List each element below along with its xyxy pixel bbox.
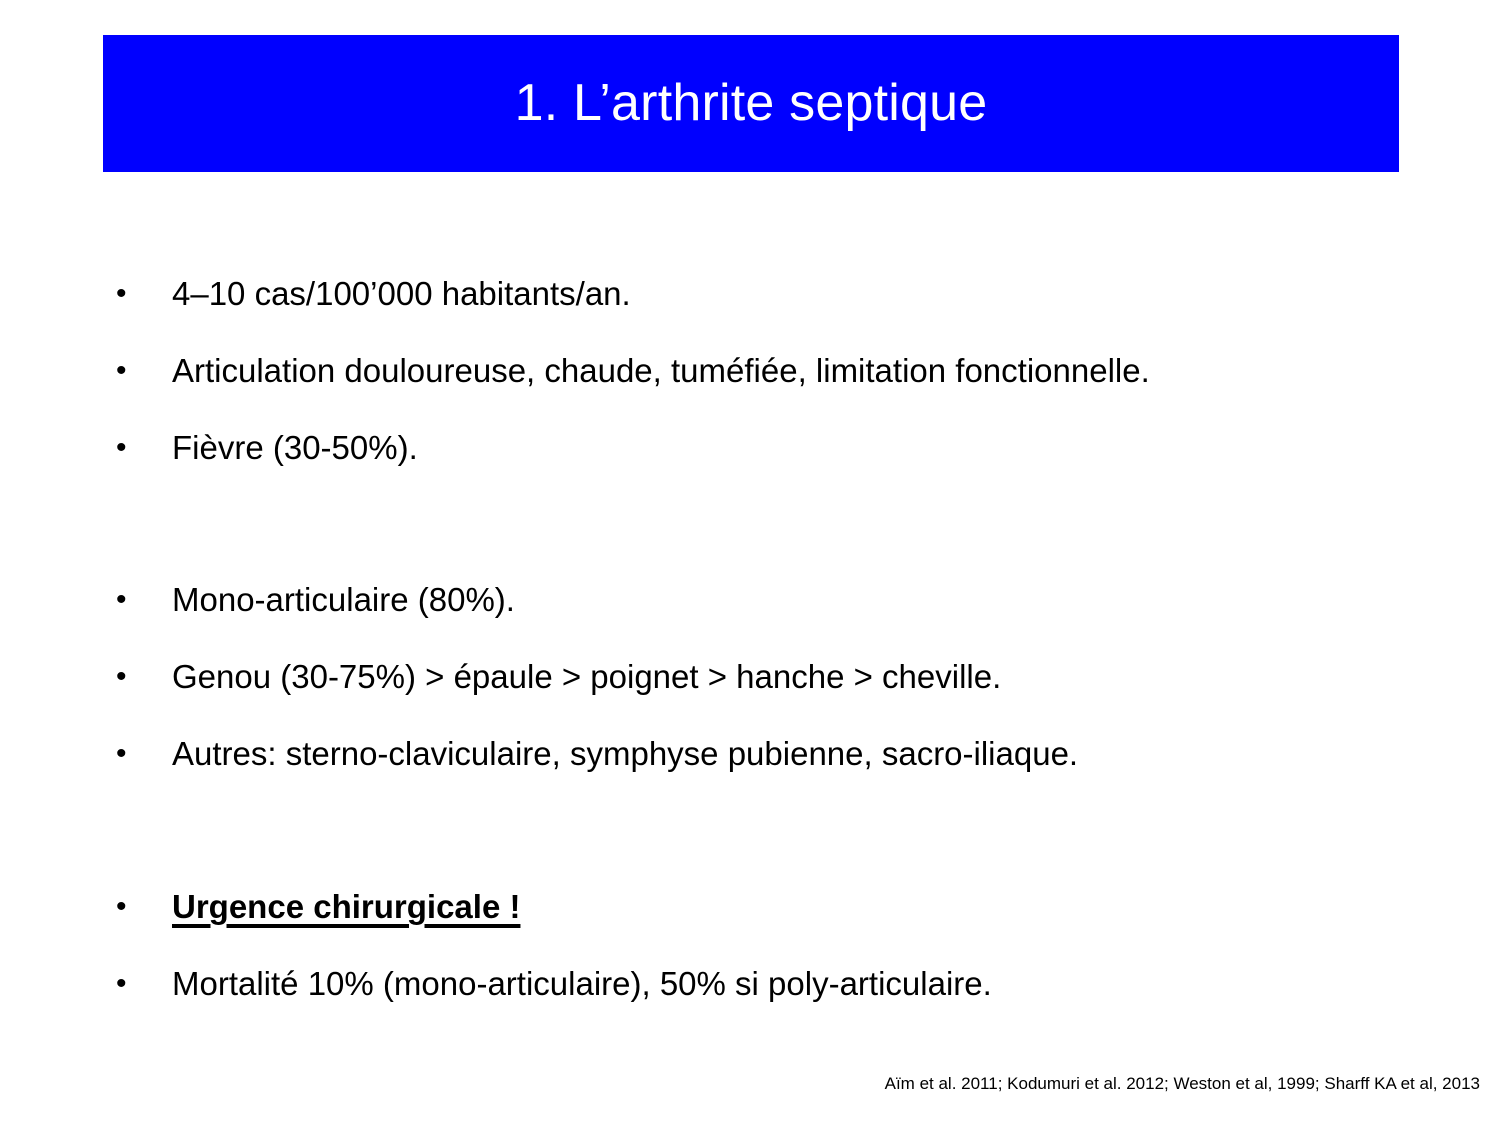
bullet-point-icon: • xyxy=(116,660,127,693)
bullet-point-icon: • xyxy=(116,967,127,1000)
list-item-label-emphasis: Urgence chirurgicale ! xyxy=(172,888,521,925)
bullet-group-urgency-mortality xyxy=(110,885,1430,1039)
bullet-group-epidemiology-clinical xyxy=(110,272,1430,503)
list-item xyxy=(110,349,1430,426)
list-item xyxy=(110,655,1430,732)
list-item-label: Articulation douloureuse, chaude, tuméfiée, limitation fonctionnelle. xyxy=(172,352,1150,389)
list-item xyxy=(110,272,1430,349)
bullet-point-icon: • xyxy=(116,354,127,387)
list-item xyxy=(110,732,1430,809)
list-item-label: Genou (30-75%) > épaule > poignet > hanche > cheville. xyxy=(172,658,1002,695)
bullet-group-joint-distribution xyxy=(110,578,1430,809)
bullet-point-icon: • xyxy=(116,431,127,464)
list-item xyxy=(110,962,1430,1039)
list-item-label: Mono-articulaire (80%). xyxy=(172,581,515,618)
bullet-point-icon: • xyxy=(116,737,127,770)
list-item-label: 4–10 cas/100’000 habitants/an. xyxy=(172,275,631,312)
title-banner xyxy=(103,35,1399,172)
list-item-label: Fièvre (30-50%). xyxy=(172,429,418,466)
list-item xyxy=(110,578,1430,655)
page-title: 1. L’arthrite septique xyxy=(514,73,988,132)
bullet-point-icon: • xyxy=(116,583,127,616)
list-item-label: Autres: sterno-claviculaire, symphyse pubienne, sacro-iliaque. xyxy=(172,735,1079,772)
list-item xyxy=(110,885,1430,962)
bullet-point-icon: • xyxy=(116,890,127,923)
bullet-point-icon: • xyxy=(116,277,127,310)
list-item xyxy=(110,426,1430,503)
source-citation: Aïm et al. 2011; Kodumuri et al. 2012; Weston et al, 1999; Sharff KA et al, 2013 xyxy=(884,1074,1480,1093)
list-item-label: Mortalité 10% (mono-articulaire), 50% si poly-articulaire. xyxy=(172,965,992,1002)
